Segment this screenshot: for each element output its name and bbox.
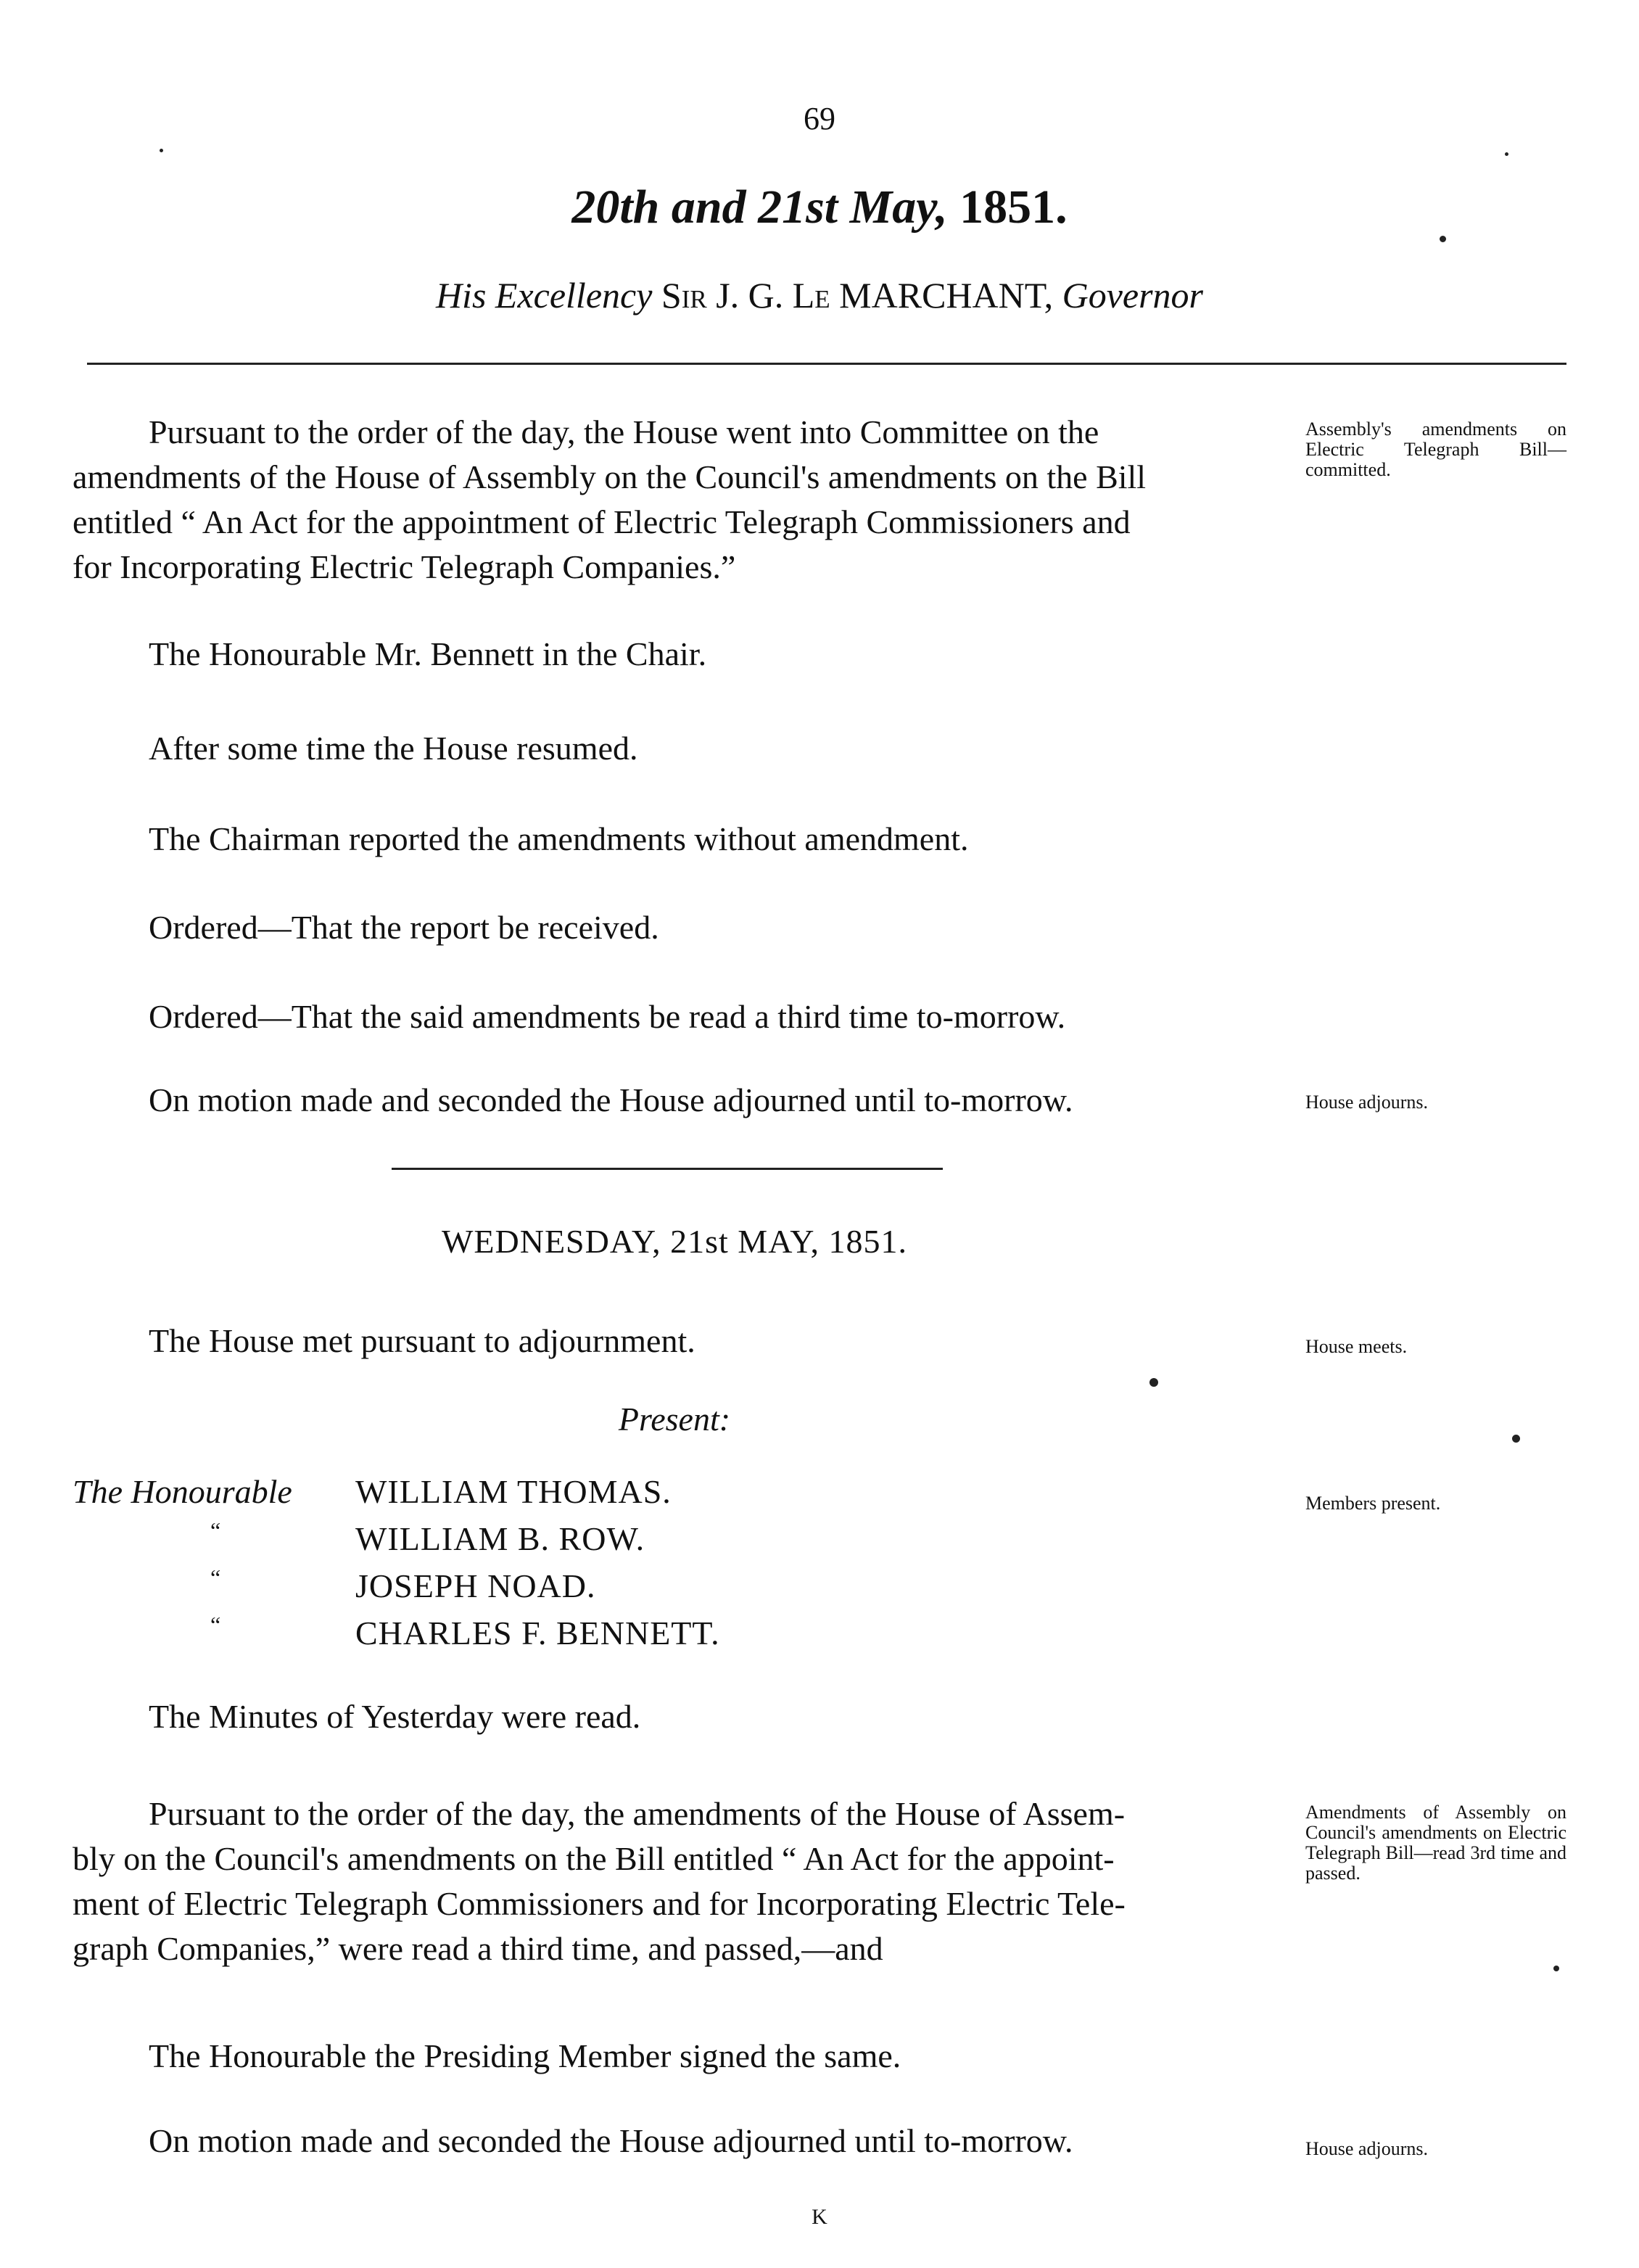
resumed-line: After some time the House resumed. [149, 730, 638, 767]
date-days: 20th and 21st [571, 181, 838, 234]
date-year: 1851. [959, 181, 1068, 234]
print-speck [1149, 1378, 1158, 1387]
committee-line-4: for Incorporating Electric Telegraph Companies.” [73, 548, 736, 585]
header-rule [87, 363, 1566, 365]
member-name: JOSEPH NOAD. [355, 1567, 596, 1604]
passed-line-4: graph Companies,” were read a third time, and passed,—and [73, 1930, 883, 1967]
ordered-third-reading-line: Ordered—That the said amendments be read a third time to-morrow. [149, 998, 1066, 1035]
passed-line-1: Pursuant to the order of the day, the amendments of the House of Assem- [149, 1795, 1126, 1832]
governor-name: Sir J. G. Le MARCHANT, [661, 275, 1054, 316]
print-speck [1512, 1435, 1520, 1443]
print-speck [160, 149, 163, 152]
minutes-line: The Minutes of Yesterday were read. [149, 1698, 641, 1735]
governor-prefix: His Excellency [435, 275, 653, 316]
member-name: WILLIAM THOMAS. [355, 1473, 672, 1510]
session-heading: WEDNESDAY, 21st MAY, 1851. [441, 1223, 907, 1260]
chair-line: The Honourable Mr. Bennett in the Chair. [149, 635, 707, 672]
committee-line-1: Pursuant to the order of the day, the House went into Committee on the [149, 413, 1099, 450]
ordered-report-line: Ordered—That the report be received. [149, 909, 659, 946]
ditto-mark: “ [210, 1517, 221, 1543]
member-prefix: The Honourable [73, 1473, 292, 1510]
ditto-mark: “ [210, 1612, 221, 1638]
committee-line-3: entitled “ An Act for the appointment of Electric Telegraph Commissioners and [73, 503, 1131, 540]
governor-title: Governor [1062, 275, 1204, 316]
print-speck [1553, 1966, 1559, 1971]
signature-mark: K [812, 2205, 827, 2229]
print-speck [1440, 236, 1446, 242]
reported-line: The Chairman reported the amendments without amendment. [149, 820, 969, 857]
date-title [0, 180, 1639, 235]
section-divider [392, 1168, 943, 1170]
margin-note-meets: House meets. [1305, 1336, 1408, 1357]
passed-paragraph [73, 1791, 1276, 1971]
signed-line: The Honourable the Presiding Member signed the same. [149, 2037, 901, 2074]
adjourned-line-1: On motion made and seconded the House adjourned until to-morrow. [149, 1081, 1073, 1118]
margin-note-adjourns-1: House adjourns. [1305, 1092, 1428, 1113]
ditto-mark: “ [210, 1564, 221, 1591]
date-month: May, [849, 181, 948, 234]
page-number: 69 [804, 101, 835, 136]
present-heading: Present: [618, 1401, 731, 1438]
committee-line-2: amendments of the House of Assembly on the Council's amendments on the Bill [73, 458, 1147, 495]
member-name: WILLIAM B. ROW. [355, 1520, 645, 1557]
margin-note-members: Members present. [1305, 1493, 1441, 1514]
passed-line-3: ment of Electric Telegraph Commissioners and for Incorporating Electric Tele- [73, 1885, 1126, 1922]
margin-note-committed: Assembly's amendments on Electric Telegraph Bill—committed. [1305, 418, 1566, 480]
adjourned-line-2: On motion made and seconded the House adjourned until to-morrow. [149, 2122, 1073, 2159]
print-speck [1505, 152, 1508, 156]
member-name: CHARLES F. BENNETT. [355, 1615, 720, 1651]
committee-paragraph [73, 410, 1276, 590]
met-line: The House met pursuant to adjournment. [149, 1322, 695, 1359]
margin-note-passed: Amendments of Assembly on Council's amendments on Electric Telegraph Bill—read 3rd time and passed. [1305, 1802, 1566, 1884]
passed-line-2: bly on the Council's amendments on the Bill entitled “ An Act for the appoint- [73, 1840, 1115, 1877]
governor-line [0, 274, 1639, 316]
margin-note-adjourns-2: House adjourns. [1305, 2138, 1428, 2159]
